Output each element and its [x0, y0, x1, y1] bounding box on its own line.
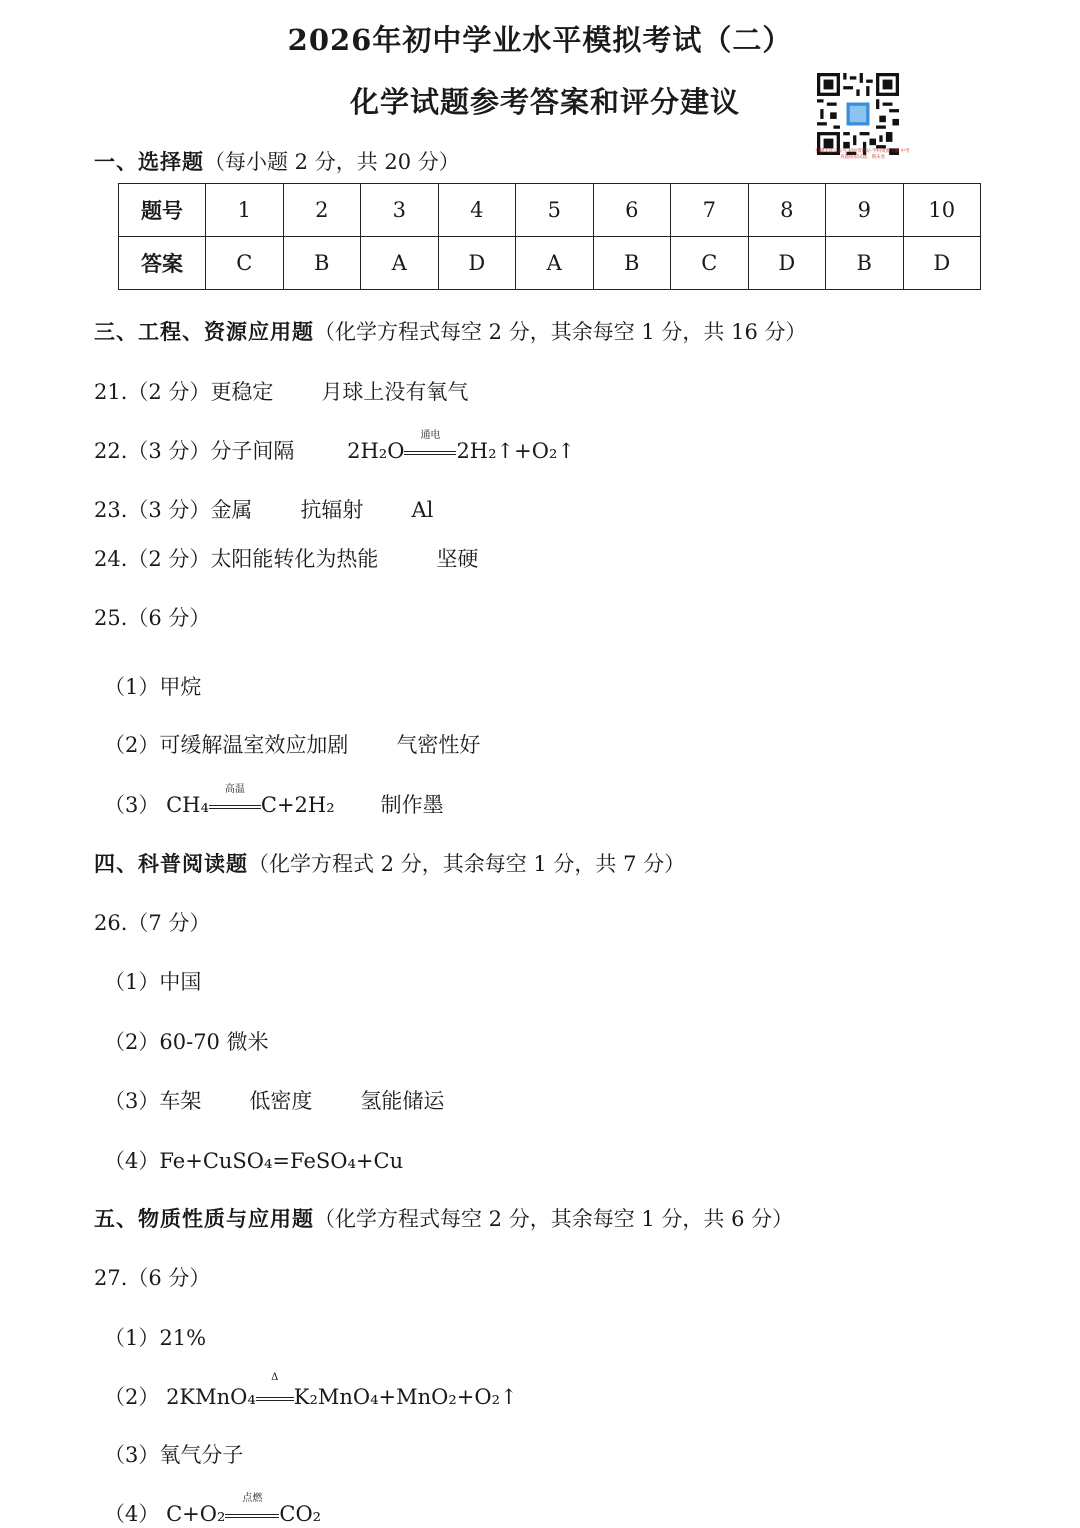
answer-text: 抗辐射 — [300, 498, 364, 522]
chemical-equation: Fe+CuSO₄=FeSO₄+Cu — [159, 1149, 404, 1173]
table-cell-number: 2 — [283, 184, 361, 237]
table-cell-number: 5 — [516, 184, 594, 237]
table-cell-answer: B — [826, 237, 904, 290]
question-27-part-4 — [104, 1493, 322, 1528]
equation-arrow — [209, 784, 261, 817]
question-25: 25.（6 分） — [94, 606, 211, 630]
table-cell-number: 6 — [593, 184, 671, 237]
question-24 — [94, 543, 478, 573]
equation-products: K₂MnO₄+MnO₂+O₂↑ — [293, 1385, 518, 1409]
section-1-title: 一、选择题 — [94, 150, 204, 174]
answer-text: 氢能储运 — [360, 1089, 445, 1113]
question-27-part-2 — [104, 1372, 518, 1411]
question-number: 23.（3 分） — [94, 498, 211, 522]
answer-text: 制作墨 — [380, 793, 444, 817]
part-label: （3） — [104, 1443, 160, 1467]
question-26-part-1 — [104, 966, 201, 996]
section-3-heading — [94, 316, 807, 346]
answer-text: Al — [411, 498, 434, 522]
table-header-number: 题号 — [119, 184, 206, 237]
question-26-part-2 — [104, 1026, 269, 1056]
section-3-note: （化学方程式每空 2 分，其余每空 1 分，共 16 分） — [314, 320, 807, 344]
equation-reactants: C+O₂ — [166, 1502, 226, 1526]
answer-text: 21% — [159, 1326, 207, 1350]
part-label: （2） — [104, 1385, 160, 1409]
equation-condition: 点燃 — [242, 1493, 263, 1504]
table-cell-number: 7 — [671, 184, 749, 237]
answer-text: 更稳定 — [210, 380, 274, 404]
question-27-part-3 — [104, 1439, 243, 1469]
question-23 — [94, 494, 433, 524]
table-cell-answer: D — [438, 237, 516, 290]
part-label: （1） — [104, 675, 160, 699]
chemical-equation — [166, 1493, 322, 1526]
part-label: （4） — [104, 1149, 160, 1173]
section-5-heading — [94, 1203, 793, 1233]
question-26: 26.（7 分） — [94, 911, 211, 935]
question-25-part-2 — [104, 729, 480, 759]
section-4-title: 四、科普阅读题 — [94, 852, 248, 876]
question-27-part-1 — [104, 1322, 206, 1352]
question-number: 22.（3 分） — [94, 439, 211, 463]
question-26-part-3 — [104, 1085, 444, 1115]
equation-products: 2H₂↑+O₂↑ — [456, 439, 575, 463]
equation-arrow — [225, 1493, 279, 1526]
section-1-note: （每小题 2 分，共 20 分） — [204, 150, 460, 174]
equation-products: CO₂ — [279, 1502, 322, 1526]
answer-text: 分子间隔 — [210, 439, 295, 463]
chemical-equation — [347, 430, 575, 463]
question-25-part-1 — [104, 671, 201, 701]
qr-caption: 扫描关注公众号 初中资料站·学科资源下载 中考真题模拟试题、期末卷 — [815, 149, 910, 160]
table-row-answers — [119, 237, 981, 290]
table-cell-number: 8 — [748, 184, 826, 237]
answer-text: 金属 — [210, 498, 253, 522]
part-label: （3） — [104, 793, 160, 817]
table-cell-answer: B — [283, 237, 361, 290]
section-4-heading — [94, 848, 685, 878]
answer-text: 60-70 微米 — [159, 1030, 269, 1054]
part-label: （1） — [104, 1326, 160, 1350]
question-number: 21.（2 分） — [94, 380, 211, 404]
answer-text: 太阳能转化为热能 — [210, 547, 379, 571]
answer-text: 车架 — [159, 1089, 202, 1113]
qr-code-icon[interactable] — [817, 73, 899, 155]
answer-text: 月球上没有氧气 — [321, 380, 469, 404]
table-cell-number: 4 — [438, 184, 516, 237]
table-cell-answer: D — [903, 237, 981, 290]
section-5-title: 五、物质性质与应用题 — [94, 1207, 314, 1231]
table-cell-answer: B — [593, 237, 671, 290]
question-number: 24.（2 分） — [94, 547, 211, 571]
section-5-note: （化学方程式每空 2 分，其余每空 1 分，共 6 分） — [314, 1207, 794, 1231]
table-cell-number: 1 — [206, 184, 284, 237]
section-3-title: 三、工程、资源应用题 — [94, 320, 314, 344]
answer-text: 低密度 — [249, 1089, 313, 1113]
table-cell-number: 3 — [361, 184, 439, 237]
table-cell-number: 10 — [903, 184, 981, 237]
table-cell-answer: A — [361, 237, 439, 290]
answer-text: 氧气分子 — [159, 1443, 244, 1467]
part-label: （2） — [104, 733, 160, 757]
part-label: （1） — [104, 970, 160, 994]
part-label: （2） — [104, 1030, 160, 1054]
chemical-equation — [166, 1372, 518, 1409]
answer-text: 可缓解温室效应加剧 — [159, 733, 349, 757]
exam-title: 2026年初中学业水平模拟考试（二） — [287, 23, 793, 57]
equation-arrow — [404, 430, 456, 463]
answer-text: 甲烷 — [159, 675, 202, 699]
equation-reactants: 2KMnO₄ — [166, 1385, 256, 1409]
table-row-numbers — [119, 184, 981, 237]
table-cell-answer: D — [748, 237, 826, 290]
table-cell-answer: C — [206, 237, 284, 290]
question-26-part-4 — [104, 1145, 403, 1175]
chemical-equation — [166, 784, 335, 817]
equation-reactants: 2H₂O — [347, 439, 405, 463]
part-label: （4） — [104, 1502, 160, 1526]
table-cell-answer: C — [671, 237, 749, 290]
table-header-answer: 答案 — [119, 237, 206, 290]
table-cell-answer: A — [516, 237, 594, 290]
equation-reactants: CH₄ — [166, 793, 209, 817]
question-22 — [94, 430, 575, 465]
question-25-part-3 — [104, 784, 444, 819]
equation-condition: 通电 — [420, 430, 441, 441]
table-cell-number: 9 — [826, 184, 904, 237]
answer-text: 坚硬 — [436, 547, 479, 571]
question-27: 27.（6 分） — [94, 1266, 211, 1290]
equation-arrow — [256, 1372, 294, 1409]
answer-text: 气密性好 — [396, 733, 481, 757]
answer-key-subtitle: 化学试题参考答案和评分建议 — [350, 85, 741, 119]
equation-products: C+2H₂ — [260, 793, 335, 817]
section-4-note: （化学方程式 2 分，其余每空 1 分，共 7 分） — [248, 852, 686, 876]
section-1-heading — [94, 146, 460, 176]
answer-table — [118, 183, 981, 290]
part-label: （3） — [104, 1089, 160, 1113]
equation-condition: 高温 — [224, 784, 245, 795]
question-21 — [94, 376, 468, 406]
answer-text: 中国 — [159, 970, 202, 994]
equation-condition: Δ — [271, 1372, 279, 1383]
